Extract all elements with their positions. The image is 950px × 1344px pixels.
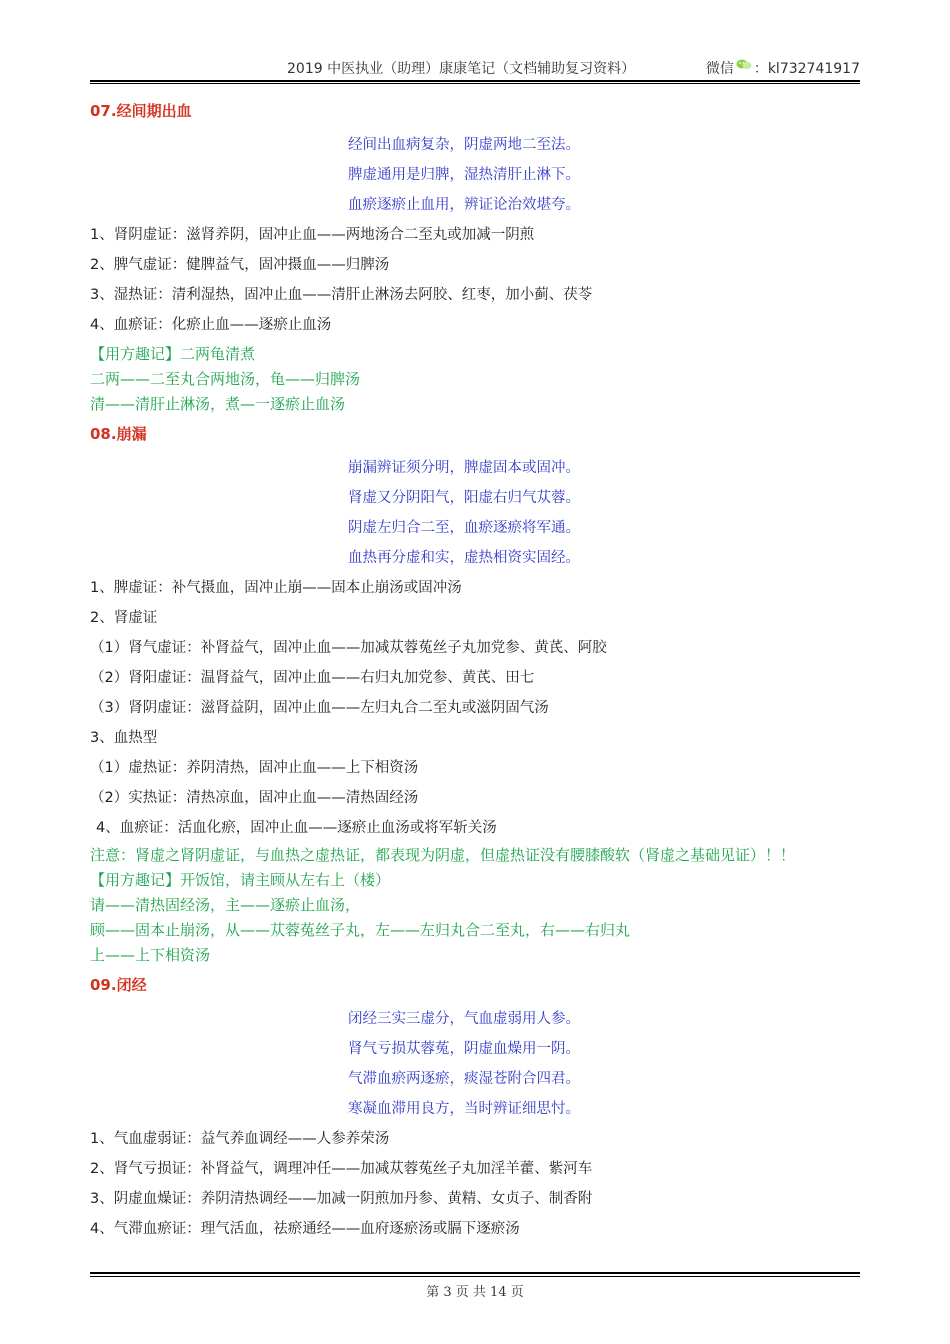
- header-rule-thick: [90, 80, 860, 82]
- list-item: （3）肾阴虚证：滋肾益阴，固冲止血——左归丸合二至丸或滋阴固气汤: [90, 700, 549, 716]
- mnemonic-line: 【用方趣记】开饭馆，请主顾从左右上（楼）: [90, 871, 391, 889]
- mnemonic-line: 顾——固本止崩汤，从——苁蓉菟丝子丸，左——左归丸合二至丸，右——右归丸: [90, 921, 631, 939]
- section-07: [90, 98, 870, 417]
- list-item: （1）肾气虚证：补肾益气，固冲止血——加减苁蓉菟丝子丸加党参、黄芪、阿胶: [90, 640, 607, 656]
- wechat-id: ：kl732741917: [753, 61, 860, 77]
- header-wechat: [706, 58, 860, 78]
- list-item: 2、脾气虚证：健脾益气，固冲摄血——归脾汤: [90, 257, 390, 273]
- poem-line: 气滞血瘀两逐瘀，痰湿苍附合四君。: [348, 1071, 580, 1087]
- wechat-label: 微信: [705, 61, 734, 77]
- section-09: [90, 972, 870, 1244]
- list-item: （2）实热证：清热凉血，固冲止血——清热固经汤: [90, 790, 419, 806]
- list-item: 1、气血虚弱证：益气养血调经——人参养荣汤: [90, 1131, 390, 1147]
- poem-line: 脾虚通用是归脾，湿热清肝止淋下。: [348, 167, 580, 183]
- mnemonic-line: 清——清肝止淋汤，煮—一逐瘀止血汤: [90, 395, 346, 413]
- poem-line: 崩漏辨证须分明，脾虚固本或固冲。: [348, 460, 580, 476]
- poem-line: 经间出血病复杂，阴虚两地二至法。: [348, 137, 580, 153]
- header-rule-thin: [90, 83, 860, 84]
- list-item: 2、肾虚证: [90, 610, 158, 626]
- list-item: 1、肾阴虚证：滋肾养阴，固冲止血——两地汤合二至丸或加减一阴煎: [90, 227, 535, 243]
- wechat-icon: [736, 58, 752, 70]
- list-item: （1）虚热证：养阴清热，固冲止血——上下相资汤: [90, 760, 419, 776]
- mnemonic-line: 请——清热固经汤，主——逐瘀止血汤，: [90, 896, 361, 914]
- poem-line: 肾虚又分阴阳气，阳虚右归气苁蓉。: [348, 490, 580, 506]
- poem-line: 血热再分虚和实，虚热相资实固经。: [348, 550, 580, 566]
- page-number: 第 3 页 共 14 页: [426, 1285, 524, 1300]
- list-item: 1、脾虚证：补气摄血，固冲止崩——固本止崩汤或固冲汤: [90, 580, 462, 596]
- section-title: 08.崩漏: [90, 425, 147, 443]
- main-content: [90, 98, 870, 1244]
- mnemonic-line: 二两——二至丸合两地汤，龟——归脾汤: [90, 370, 361, 388]
- note-line: 注意：肾虚之肾阴虚证，与血热之虚热证，都表现为阴虚，但虚热证没有腰膝酸软（肾虚之基础见证）！！: [90, 846, 796, 864]
- list-item: 3、湿热证：清利湿热，固冲止血——清肝止淋汤去阿胶、红枣，加小蓟、茯苓: [90, 287, 593, 303]
- poem-line: 闭经三实三虚分，气血虚弱用人参。: [348, 1011, 580, 1027]
- section-08: [90, 421, 870, 968]
- poem-line: 阴虚左归合二至，血瘀逐瘀将军通。: [348, 520, 580, 536]
- list-item: 4、气滞血瘀证：理气活血，祛瘀通经——血府逐瘀汤或膈下逐瘀汤: [90, 1221, 520, 1237]
- list-item: 4、血瘀证：化瘀止血——逐瘀止血汤: [90, 317, 332, 333]
- header-title: 2019 中医执业（助理）康康笔记（文档辅助复习资料）: [287, 61, 636, 77]
- list-item: 3、阴虚血燥证：养阴清热调经——加减一阴煎加丹参、黄精、女贞子、制香附: [90, 1191, 593, 1207]
- list-item: 4、血瘀证：活血化瘀，固冲止血——逐瘀止血汤或将军斩关汤: [96, 820, 497, 836]
- footer-rule-thick: [90, 1272, 860, 1274]
- poem-line: 肾气亏损苁蓉菟，阴虚血燥用一阴。: [348, 1041, 580, 1057]
- poem-line: 血瘀逐瘀止血用，辨证论治效堪夸。: [348, 197, 580, 213]
- page-header: [90, 58, 860, 80]
- section-title: 07.经间期出血: [90, 102, 192, 120]
- list-item: 2、肾气亏损证：补肾益气，调理冲任——加减苁蓉菟丝子丸加淫羊藿、紫河车: [90, 1161, 593, 1177]
- section-title: 09.闭经: [90, 976, 147, 994]
- mnemonic-line: 【用方趣记】二两龟清煮: [90, 345, 256, 363]
- list-item: 3、血热型: [90, 730, 158, 746]
- list-item: （2）肾阳虚证：温肾益气，固冲止血——右归丸加党参、黄芪、田七: [90, 670, 535, 686]
- mnemonic-line: 上——上下相资汤: [90, 946, 211, 964]
- footer-rule-thin: [90, 1276, 860, 1277]
- poem-line: 寒凝血滞用良方，当时辨证细思忖。: [348, 1101, 580, 1117]
